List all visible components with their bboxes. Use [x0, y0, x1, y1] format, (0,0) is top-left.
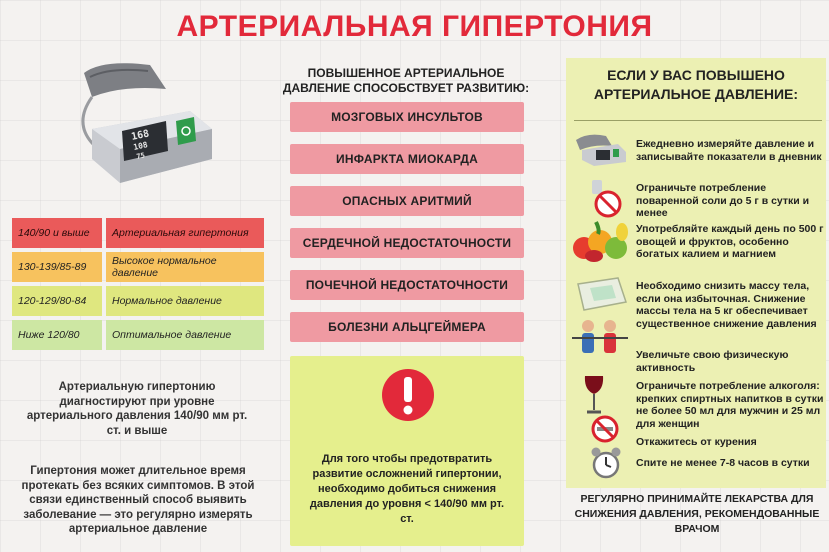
bp-value: 140/90 и выше	[12, 218, 102, 248]
tip-sleep: Спите не менее 7-8 часов в сутки	[636, 457, 810, 469]
risk-item-alzheimer: БОЛЕЗНИ АЛЬЦГЕЙМЕРА	[290, 312, 524, 342]
divider	[574, 120, 822, 121]
risks-heading: ПОВЫШЕННОЕ АРТЕРИАЛЬНОЕ ДАВЛЕНИЕ СПОСОБСТВУЕТ РАЗВИТИЮ:	[282, 66, 530, 95]
risk-item-kidney-failure: ПОЧЕЧНОЙ НЕДОСТАТОЧНОСТИ	[290, 270, 524, 300]
bp-category: Высокое нормальное давление	[106, 252, 264, 282]
no-salt-icon	[588, 180, 624, 218]
tip-reduce-weight: Необходимо снизить массу тела, если она избыточная. Снижение массы тела на 5 кг обеспечивает существенное снижение давления	[636, 280, 817, 330]
bp-value: 130-139/85-89	[12, 252, 102, 282]
scale-icon	[574, 276, 628, 312]
symptoms-text: Гипертония может длительное время протекать без всяких симптомов. В этой связи единственный способ выявить заболевание — это регулярно измерять артериальное давление	[21, 465, 255, 535]
tip-limit-alcohol: Ограничьте потребление алкоголя: крепких спиртных напитков в сутки не более 50 мл для мужчин и 25 мл для женщин	[636, 380, 824, 430]
warning-box	[290, 356, 524, 546]
no-smoking-icon	[590, 414, 620, 444]
exercise-icon	[570, 318, 630, 358]
alarm-clock-icon	[590, 446, 622, 480]
risk-item-stroke: МОЗГОВЫХ ИНСУЛЬТОВ	[290, 102, 524, 132]
bp-classification-table	[12, 218, 264, 354]
table-row	[12, 286, 264, 316]
device-display-mid: 108	[132, 140, 149, 152]
risk-item-infarction: ИНФАРКТА МИОКАРДА	[290, 144, 524, 174]
device-display-top: 168	[130, 128, 151, 143]
tip-quit-smoking: Откажитесь от курения	[636, 436, 757, 448]
bp-value: Ниже 120/80	[12, 320, 102, 350]
medication-note: РЕГУЛЯРНО ПРИНИМАЙТЕ ЛЕКАРСТВА ДЛЯ СНИЖЕНИЯ ДАВЛЕНИЯ, РЕКОМЕНДОВАННЫЕ ВРАЧОМ	[574, 493, 820, 535]
page-title: АРТЕРИАЛЬНАЯ ГИПЕРТОНИЯ	[176, 10, 653, 43]
table-row	[12, 218, 264, 248]
warning-text: Для того чтобы предотвратить развитие осложнений гипертонии, необходимо добиться снижения давления до уровня < 140/90 мм рт. ст.	[309, 453, 505, 525]
table-row	[12, 252, 264, 282]
risk-item-heart-failure: СЕРДЕЧНОЙ НЕДОСТАТОЧНОСТИ	[290, 228, 524, 258]
exclamation-icon	[381, 368, 435, 422]
risk-item-arrhythmia: ОПАСНЫХ АРИТМИЙ	[290, 186, 524, 216]
wine-icon	[582, 374, 606, 416]
bp-value: 120-129/80-84	[12, 286, 102, 316]
blood-pressure-monitor-image	[62, 55, 232, 195]
fruits-icon	[570, 220, 632, 264]
recommendations-heading: ЕСЛИ У ВАС ПОВЫШЕНО АРТЕРИАЛЬНОЕ ДАВЛЕНИЕ:	[593, 67, 799, 102]
tip-measure-pressure: Ежедневно измеряйте давление и записывайте показатели в дневник	[636, 138, 822, 163]
tip-vegetables-fruits: Употребляйте каждый день по 500 г овощей и фруктов, особенно богатых калием и магнием	[636, 223, 824, 260]
tonometer-icon	[572, 132, 630, 166]
device-display-bot: 75	[135, 151, 146, 161]
tip-physical-activity: Увеличьте свою физическую активность	[636, 349, 789, 374]
bp-category: Артериальная гипертония	[106, 218, 264, 248]
bp-category: Оптимальное давление	[106, 320, 264, 350]
bp-category: Нормальное давление	[106, 286, 264, 316]
tip-limit-salt: Ограничьте потребление поваренной соли до 5 г в сутки и менее	[636, 182, 810, 219]
risks-list	[290, 102, 524, 354]
table-row	[12, 320, 264, 350]
diagnosis-text: Артериальную гипертонию диагностируют при уровне артериального давления 140/90 мм рт. ст. и выше	[26, 381, 248, 437]
